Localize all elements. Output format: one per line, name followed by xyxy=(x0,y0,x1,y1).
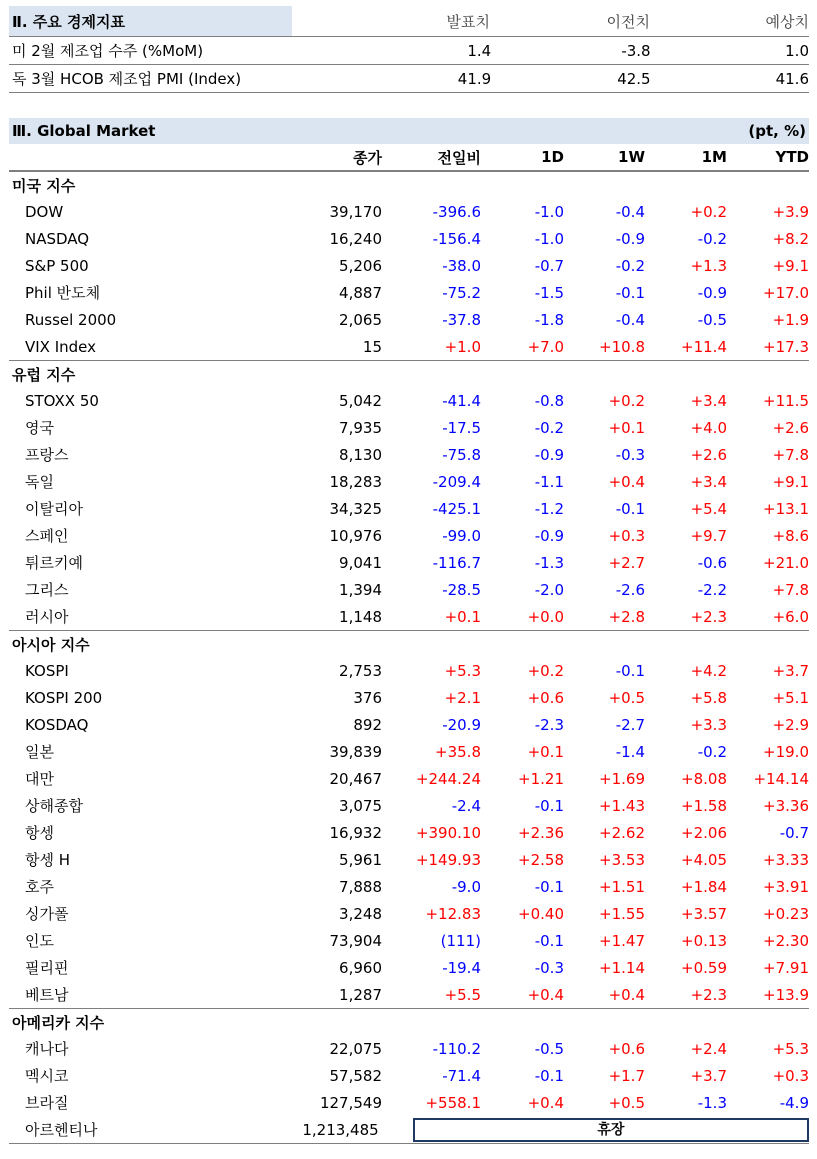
table-row xyxy=(9,306,809,333)
econ-col-actual: 발표치 xyxy=(446,12,490,31)
change-value: -75.8 xyxy=(442,445,481,464)
global-market-title: Ⅲ. Global Market xyxy=(12,122,156,140)
change-value: +12.83 xyxy=(425,904,481,923)
econ-value: 1.4 xyxy=(467,41,492,60)
section-title: 미국 지수 xyxy=(9,171,809,198)
close-value: 39,839 xyxy=(329,742,382,761)
index-name: 항셍 xyxy=(25,824,54,842)
change-value: +0.4 xyxy=(527,1093,564,1112)
column-header-change: 전일비 xyxy=(437,148,481,167)
change-value: +1.14 xyxy=(599,958,645,977)
table-row xyxy=(9,684,809,711)
index-name: 이탈리아 xyxy=(25,500,83,518)
change-value: -38.0 xyxy=(442,256,481,275)
econ-value: 41.9 xyxy=(457,69,492,88)
change-value: +5.4 xyxy=(690,499,727,518)
close-value: 2,753 xyxy=(339,661,382,680)
change-value: +35.8 xyxy=(435,742,481,761)
change-value: +7.91 xyxy=(763,958,809,977)
table-row xyxy=(9,954,809,981)
econ-value: -3.8 xyxy=(621,41,651,60)
table-row xyxy=(9,927,809,954)
change-value: +2.06 xyxy=(681,823,727,842)
econ-row-label: 미 2월 제조업 수주 (%MoM) xyxy=(12,42,204,60)
change-value: +0.4 xyxy=(608,985,645,1004)
table-row xyxy=(9,495,809,522)
index-name: 캐나다 xyxy=(25,1040,69,1058)
table-row xyxy=(9,441,809,468)
change-value: +0.0 xyxy=(527,607,564,626)
index-name: 멕시코 xyxy=(25,1067,69,1085)
change-value: +2.7 xyxy=(608,553,645,572)
change-value: +2.62 xyxy=(599,823,645,842)
change-value: +0.13 xyxy=(681,931,727,950)
table-row xyxy=(9,765,809,792)
change-value: +2.30 xyxy=(763,931,809,950)
change-value: +1.84 xyxy=(681,877,727,896)
close-value: 9,041 xyxy=(339,553,382,572)
change-value: +1.0 xyxy=(444,337,481,356)
change-value: (111) xyxy=(440,931,481,950)
index-name: 상해종합 xyxy=(25,797,83,815)
econ-title: Ⅱ. 주요 경제지표 xyxy=(9,6,292,36)
close-value: 892 xyxy=(353,715,382,734)
change-value: -156.4 xyxy=(432,229,481,248)
index-name: S&P 500 xyxy=(25,256,89,275)
change-value: -2.2 xyxy=(697,580,727,599)
change-value: +5.3 xyxy=(772,1039,809,1058)
close-value: 3,248 xyxy=(339,904,382,923)
change-value: +244.24 xyxy=(415,769,481,788)
change-value: +13.1 xyxy=(763,499,809,518)
index-name: NASDAQ xyxy=(25,229,90,248)
index-name: 싱가폴 xyxy=(25,905,69,923)
table-row xyxy=(9,819,809,846)
index-name: 그리스 xyxy=(25,581,69,599)
econ-value: 41.6 xyxy=(775,69,809,88)
change-value: +2.36 xyxy=(518,823,564,842)
change-value: -28.5 xyxy=(442,580,481,599)
table-row xyxy=(9,225,809,252)
change-value: -2.4 xyxy=(451,796,481,815)
section-title: 아시아 지수 xyxy=(9,630,809,657)
change-value: +0.5 xyxy=(608,688,645,707)
change-value: -0.1 xyxy=(534,931,564,950)
index-name: 스페인 xyxy=(25,527,69,545)
close-value: 16,240 xyxy=(329,229,382,248)
change-value: +0.1 xyxy=(527,742,564,761)
change-value: -0.7 xyxy=(779,823,809,842)
column-header-1d: 1D xyxy=(541,148,564,166)
change-value: -0.2 xyxy=(697,742,727,761)
change-value: +0.5 xyxy=(608,1093,645,1112)
close-value: 5,042 xyxy=(339,391,382,410)
change-value: +2.4 xyxy=(690,1039,727,1058)
change-value: -0.9 xyxy=(534,445,564,464)
change-value: +0.6 xyxy=(608,1039,645,1058)
change-value: -2.3 xyxy=(534,715,564,734)
index-name: Phil 반도체 xyxy=(25,284,101,302)
change-value: +1.43 xyxy=(599,796,645,815)
change-value: +0.59 xyxy=(681,958,727,977)
close-value: 5,961 xyxy=(339,850,382,869)
change-value: -4.9 xyxy=(779,1093,809,1112)
change-value: +3.33 xyxy=(763,850,809,869)
change-value: +10.8 xyxy=(599,337,645,356)
table-row xyxy=(9,387,809,414)
table-row xyxy=(9,414,809,441)
change-value: -0.4 xyxy=(615,202,645,221)
close-value: 4,887 xyxy=(339,283,382,302)
econ-col-previous: 이전치 xyxy=(606,12,650,31)
unit-label: (pt, %) xyxy=(748,122,806,140)
change-value: +7.8 xyxy=(772,445,809,464)
change-value: +6.0 xyxy=(772,607,809,626)
change-value: -0.7 xyxy=(534,256,564,275)
change-value: +3.9 xyxy=(772,202,809,221)
index-name: 프랑스 xyxy=(25,446,69,464)
change-value: +1.7 xyxy=(608,1066,645,1085)
change-value: +1.9 xyxy=(772,310,809,329)
change-value: +3.4 xyxy=(690,472,727,491)
change-value: +3.7 xyxy=(772,661,809,680)
change-value: +5.5 xyxy=(444,985,481,1004)
change-value: -396.6 xyxy=(432,202,481,221)
table-row xyxy=(9,333,809,360)
change-value: +0.1 xyxy=(608,418,645,437)
change-value: +3.57 xyxy=(681,904,727,923)
change-value: +1.69 xyxy=(599,769,645,788)
index-name: KOSPI xyxy=(25,661,69,680)
global-market-table xyxy=(9,118,809,1144)
change-value: -209.4 xyxy=(432,472,481,491)
table-row xyxy=(9,252,809,279)
change-value: -0.1 xyxy=(534,796,564,815)
table-row xyxy=(9,846,809,873)
change-value: +8.08 xyxy=(681,769,727,788)
change-value: +9.1 xyxy=(772,472,809,491)
index-name: STOXX 50 xyxy=(25,391,99,410)
change-value: -1.4 xyxy=(615,742,645,761)
economic-indicators-table xyxy=(9,6,809,93)
change-value: -0.9 xyxy=(534,526,564,545)
close-value: 34,325 xyxy=(329,499,382,518)
close-value: 10,976 xyxy=(329,526,382,545)
index-name: 튀르키예 xyxy=(25,554,83,572)
column-header-1w: 1W xyxy=(618,148,645,166)
change-value: -9.0 xyxy=(451,877,481,896)
change-value: -41.4 xyxy=(442,391,481,410)
index-name: VIX Index xyxy=(25,337,97,356)
change-value: -0.1 xyxy=(615,499,645,518)
change-value: -2.7 xyxy=(615,715,645,734)
econ-value: 1.0 xyxy=(785,41,809,60)
change-value: +17.3 xyxy=(763,337,809,356)
change-value: +3.3 xyxy=(690,715,727,734)
change-value: -37.8 xyxy=(442,310,481,329)
change-value: +21.0 xyxy=(763,553,809,572)
change-value: -0.3 xyxy=(615,445,645,464)
change-value: -0.3 xyxy=(534,958,564,977)
change-value: -75.2 xyxy=(442,283,481,302)
table-row xyxy=(9,576,809,603)
table-row xyxy=(9,1062,809,1089)
table-row xyxy=(9,900,809,927)
change-value: +2.58 xyxy=(518,850,564,869)
column-header-close: 종가 xyxy=(353,148,382,167)
change-value: +4.05 xyxy=(681,850,727,869)
close-value: 1,287 xyxy=(339,985,382,1004)
change-value: +19.0 xyxy=(763,742,809,761)
index-name: 호주 xyxy=(25,878,54,896)
close-value: 3,075 xyxy=(339,796,382,815)
change-value: +1.21 xyxy=(518,769,564,788)
change-value: -1.3 xyxy=(697,1093,727,1112)
change-value: +0.1 xyxy=(444,607,481,626)
change-value: -0.9 xyxy=(615,229,645,248)
change-value: -1.1 xyxy=(534,472,564,491)
table-row xyxy=(9,1035,809,1062)
change-value: +3.36 xyxy=(763,796,809,815)
change-value: +4.2 xyxy=(690,661,727,680)
change-value: -110.2 xyxy=(432,1039,481,1058)
change-value: +9.7 xyxy=(690,526,727,545)
table-row xyxy=(9,1116,809,1144)
change-value: -1.8 xyxy=(534,310,564,329)
change-value: -1.2 xyxy=(534,499,564,518)
change-value: +149.93 xyxy=(415,850,481,869)
close-value: 18,283 xyxy=(329,472,382,491)
change-value: +0.2 xyxy=(527,661,564,680)
index-name: 영국 xyxy=(25,419,54,437)
change-value: +0.6 xyxy=(527,688,564,707)
change-value: +1.58 xyxy=(681,796,727,815)
change-value: +0.4 xyxy=(527,985,564,1004)
econ-row-label: 독 3월 HCOB 제조업 PMI (Index) xyxy=(12,70,242,88)
table-row xyxy=(9,873,809,900)
column-header-row xyxy=(9,144,809,171)
change-value: -99.0 xyxy=(442,526,481,545)
table-row xyxy=(9,657,809,684)
table-row xyxy=(9,522,809,549)
change-value: +1.51 xyxy=(599,877,645,896)
change-value: -0.8 xyxy=(534,391,564,410)
section-title: 유럽 지수 xyxy=(9,360,809,387)
change-value: +2.6 xyxy=(690,445,727,464)
change-value: -0.2 xyxy=(697,229,727,248)
change-value: +2.3 xyxy=(690,607,727,626)
change-value: -0.4 xyxy=(615,310,645,329)
change-value: -2.6 xyxy=(615,580,645,599)
close-value: 127,549 xyxy=(319,1093,382,1112)
change-value: -0.6 xyxy=(697,553,727,572)
index-name: KOSDAQ xyxy=(25,715,89,734)
close-value: 73,904 xyxy=(329,931,382,950)
change-value: -0.5 xyxy=(534,1039,564,1058)
change-value: +7.0 xyxy=(527,337,564,356)
change-value: -71.4 xyxy=(442,1066,481,1085)
close-value: 16,932 xyxy=(329,823,382,842)
table-row xyxy=(9,981,809,1008)
change-value: +5.1 xyxy=(772,688,809,707)
econ-row xyxy=(9,64,809,93)
change-value: -0.1 xyxy=(534,877,564,896)
index-name: DOW xyxy=(25,202,64,221)
change-value: +0.3 xyxy=(608,526,645,545)
change-value: -0.1 xyxy=(615,661,645,680)
table-row xyxy=(9,1089,809,1116)
econ-value: 42.5 xyxy=(617,69,651,88)
change-value: +0.2 xyxy=(690,202,727,221)
market-closed-badge: 휴장 xyxy=(413,1118,809,1142)
global-market-header xyxy=(9,118,809,144)
change-value: -425.1 xyxy=(432,499,481,518)
change-value: +2.1 xyxy=(444,688,481,707)
close-value: 7,935 xyxy=(339,418,382,437)
index-name: Russel 2000 xyxy=(25,310,117,329)
table-row xyxy=(9,468,809,495)
change-value: +1.3 xyxy=(690,256,727,275)
econ-header xyxy=(9,6,809,36)
change-value: +3.7 xyxy=(690,1066,727,1085)
change-value: -2.0 xyxy=(534,580,564,599)
table-row xyxy=(9,549,809,576)
change-value: -19.4 xyxy=(442,958,481,977)
close-value: 39,170 xyxy=(329,202,382,221)
table-row xyxy=(9,198,809,225)
change-value: +2.8 xyxy=(608,607,645,626)
change-value: +3.53 xyxy=(599,850,645,869)
change-value: +558.1 xyxy=(425,1093,481,1112)
change-value: +1.55 xyxy=(599,904,645,923)
table-row xyxy=(9,603,809,630)
change-value: +2.6 xyxy=(772,418,809,437)
change-value: +14.14 xyxy=(753,769,809,788)
econ-row xyxy=(9,36,809,64)
change-value: -1.0 xyxy=(534,229,564,248)
change-value: +3.4 xyxy=(690,391,727,410)
close-value: 57,582 xyxy=(329,1066,382,1085)
change-value: +4.0 xyxy=(690,418,727,437)
change-value: +13.9 xyxy=(763,985,809,1004)
close-value: 8,130 xyxy=(339,445,382,464)
change-value: -116.7 xyxy=(432,553,481,572)
change-value: +17.0 xyxy=(763,283,809,302)
change-value: +0.23 xyxy=(763,904,809,923)
table-row xyxy=(9,711,809,738)
change-value: -20.9 xyxy=(442,715,481,734)
change-value: +3.91 xyxy=(763,877,809,896)
market-sections xyxy=(9,171,809,1144)
close-value: 5,206 xyxy=(339,256,382,275)
change-value: +7.8 xyxy=(772,580,809,599)
change-value: +11.5 xyxy=(763,391,809,410)
change-value: +0.4 xyxy=(608,472,645,491)
change-value: +0.2 xyxy=(608,391,645,410)
change-value: +1.47 xyxy=(599,931,645,950)
column-header-1m: 1M xyxy=(701,148,727,166)
index-name: KOSPI 200 xyxy=(25,688,103,707)
table-row xyxy=(9,279,809,306)
column-header-ytd: YTD xyxy=(775,148,809,166)
table-row xyxy=(9,792,809,819)
change-value: +5.8 xyxy=(690,688,727,707)
close-value: 1,213,485 xyxy=(302,1120,379,1139)
change-value: +2.9 xyxy=(772,715,809,734)
change-value: -0.5 xyxy=(697,310,727,329)
change-value: -0.2 xyxy=(534,418,564,437)
index-name: 필리핀 xyxy=(25,959,69,977)
change-value: -1.5 xyxy=(534,283,564,302)
econ-col-forecast: 예상치 xyxy=(765,12,809,31)
change-value: -0.2 xyxy=(615,256,645,275)
index-name: 브라질 xyxy=(25,1094,69,1112)
change-value: +0.3 xyxy=(772,1066,809,1085)
change-value: +11.4 xyxy=(681,337,727,356)
index-name: 대만 xyxy=(25,770,54,788)
close-value: 6,960 xyxy=(339,958,382,977)
close-value: 376 xyxy=(353,688,382,707)
table-row xyxy=(9,738,809,765)
index-name: 아르헨티나 xyxy=(25,1121,98,1139)
change-value: +8.6 xyxy=(772,526,809,545)
change-value: +8.2 xyxy=(772,229,809,248)
change-value: -0.1 xyxy=(534,1066,564,1085)
change-value: +9.1 xyxy=(772,256,809,275)
section-title: 아메리카 지수 xyxy=(9,1008,809,1035)
change-value: +0.40 xyxy=(518,904,564,923)
index-name: 러시아 xyxy=(25,608,69,626)
close-value: 1,148 xyxy=(339,607,382,626)
close-value: 22,075 xyxy=(329,1039,382,1058)
close-value: 7,888 xyxy=(339,877,382,896)
change-value: -0.9 xyxy=(697,283,727,302)
change-value: +390.10 xyxy=(415,823,481,842)
change-value: -1.0 xyxy=(534,202,564,221)
close-value: 20,467 xyxy=(329,769,382,788)
index-name: 베트남 xyxy=(25,986,69,1004)
change-value: +2.3 xyxy=(690,985,727,1004)
index-name: 일본 xyxy=(25,743,54,761)
index-name: 독일 xyxy=(25,473,54,491)
close-value: 2,065 xyxy=(339,310,382,329)
change-value: -17.5 xyxy=(442,418,481,437)
change-value: +5.3 xyxy=(444,661,481,680)
close-value: 1,394 xyxy=(339,580,382,599)
close-value: 15 xyxy=(362,337,382,356)
index-name: 항셍 H xyxy=(25,851,71,869)
change-value: -1.3 xyxy=(534,553,564,572)
index-name: 인도 xyxy=(25,932,54,950)
change-value: -0.1 xyxy=(615,283,645,302)
